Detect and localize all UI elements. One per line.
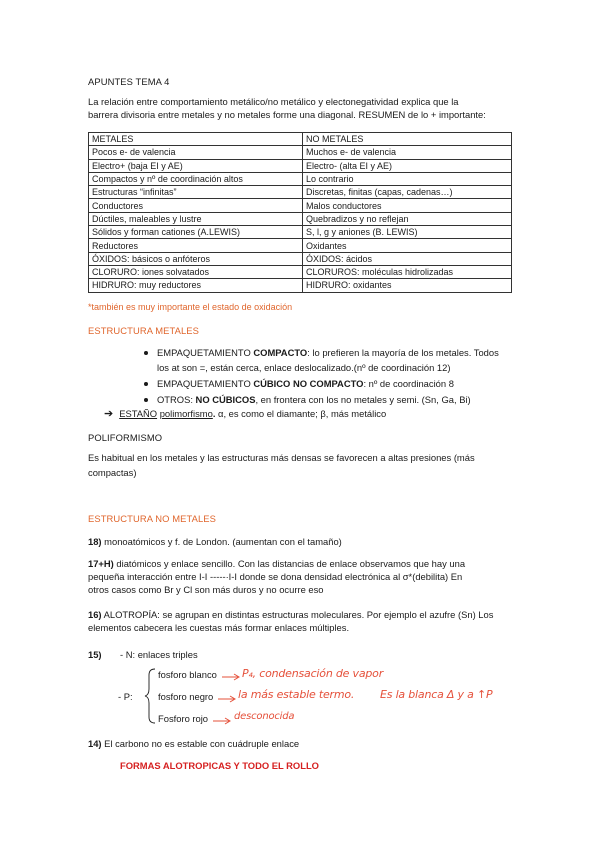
table-cell: Dúctiles, maleables y lustre <box>89 212 303 225</box>
table-cell: Pocos e- de valencia <box>89 146 303 159</box>
table-cell: S, l, g y aniones (B. LEWIS) <box>303 226 512 239</box>
bullet-dot <box>144 398 148 402</box>
fosforo-negro: fosforo negro <box>158 691 214 702</box>
handwritten-note-blanca: Es la blanca Δ y a ↑P <box>380 688 493 701</box>
table-cell: Compactos y nº de coordinación altos <box>89 172 303 185</box>
bullet-dot <box>144 382 148 386</box>
table-cell: Reductores <box>89 239 303 252</box>
table-header-cell: NO METALES <box>303 133 512 146</box>
table-row <box>89 239 512 252</box>
handwritten-note-blanco: P₄, condensación de vapor <box>242 667 384 680</box>
poliformismo-paragraph: Es habitual en los metales y las estructuras más densas se favorecen a altas presiones (más compactas) <box>88 452 475 478</box>
metals-nonmetals-table <box>88 132 512 293</box>
table-cell: HIDRURO: oxidantes <box>303 279 512 292</box>
table-row <box>89 279 512 292</box>
table-cell: Malos conductores <box>303 199 512 212</box>
hand-arrow-icon <box>213 718 233 724</box>
intro-line-1: La relación entre comportamiento metálico/no metálico y electonegatividad explica que la <box>88 96 459 107</box>
fosforo-rojo: Fosforo rojo <box>158 713 209 724</box>
handwritten-note-negro: la más estable termo. <box>238 688 355 701</box>
table-row <box>89 212 512 225</box>
bullet-cubico: EMPAQUETAMIENTO CÚBICO NO COMPACTO: nº de coordinación 8 <box>144 377 454 390</box>
table-footnote: *también es muy importante el estado de oxidación <box>88 302 293 312</box>
arrow-item-estano: ➔ ESTAÑO polimorfismo. α, es como el diamante; β, más metálico <box>104 408 387 420</box>
group-16-paragraph: 16) ALOTROPÍA: se agrupan en distintas estructuras moleculares. Por ejemplo el azufre (Sn) Los elementos cabecera les cuestas más formar enlaces múltiples. <box>88 609 494 633</box>
table-cell: Lo contrario <box>303 172 512 185</box>
final-highlight-heading: FORMAS ALOTROPICAS Y TODO EL ROLLO <box>120 760 319 771</box>
document-title: APUNTES TEMA 4 <box>88 76 170 87</box>
table-cell: Estructuras “infinitas” <box>89 186 303 199</box>
fosforo-blanco: fosforo blanco <box>158 669 217 680</box>
table-row <box>89 159 512 172</box>
table-cell: Electro+ (baja EI y AE) <box>89 159 303 172</box>
bullet-compacto: EMPAQUETAMIENTO COMPACTO: lo prefieren la mayoría de los metales. Todos los at son =, están cerca, enlace deslocalizado.(nº de coordinación 12) <box>144 346 524 374</box>
table-header-cell: METALES <box>89 133 303 146</box>
table-row <box>89 199 512 212</box>
right-arrow-icon: ➔ <box>104 408 114 420</box>
table-row <box>89 265 512 278</box>
table-cell: CLORUROS: moléculas hidrolizadas <box>303 265 512 278</box>
bullet-dot <box>144 351 148 355</box>
table-cell: HIDRURO: muy reductores <box>89 279 303 292</box>
table-cell: Quebradizos y no reflejan <box>303 212 512 225</box>
intro-line-2: barrera divisoria entre metales y no metales forme una diagonal. RESUMEN de lo + importante: <box>88 109 486 120</box>
phosphorus-label: - P: <box>118 691 133 702</box>
table-cell: Oxidantes <box>303 239 512 252</box>
section-heading-metales: ESTRUCTURA METALES <box>88 325 200 336</box>
phosphorus-brace-icon <box>147 667 157 727</box>
group-15-number: 15) <box>88 649 102 660</box>
table-cell: Discretas, finitas (capas, cadenas…) <box>303 186 512 199</box>
group-15-n-line: - N: enlaces triples <box>120 649 198 660</box>
bullet-compacto-line-2: los at son =, están cerca, enlace deslocalizado.(nº de coordinación 12) <box>157 362 451 373</box>
hand-arrow-icon <box>222 674 242 680</box>
table-row <box>89 226 512 239</box>
intro-paragraph <box>88 95 528 121</box>
group-14-line: 14) El carbono no es estable con cuádruple enlace <box>88 738 300 749</box>
section-heading-no-metales: ESTRUCTURA NO METALES <box>88 513 216 524</box>
bullet-otros: OTROS: NO CÚBICOS, en frontera con los no metales y semi. (Sn, Ga, Bi) <box>144 393 471 406</box>
table-row <box>89 146 512 159</box>
table-cell: Muchos e- de valencia <box>303 146 512 159</box>
group-17-paragraph: 17+H) diatómicos y enlace sencillo. Con las distancias de enlace observamos que hay una pequeña interacción entre I-I -----·I-I donde se dona densidad electrónica al σ*(debilita) En otros casos como Br y Cl son más duros y no ocurre eso <box>88 558 466 595</box>
group-18-line: 18) monoatómicos y f. de London. (aumentan con el tamaño) <box>88 536 342 547</box>
table-cell: Electro- (alta EI y AE) <box>303 159 512 172</box>
handwritten-note-rojo: desconocida <box>234 711 295 722</box>
table-cell: Conductores <box>89 199 303 212</box>
table-cell: ÓXIDOS: básicos o anfóteros <box>89 252 303 265</box>
hand-arrow-icon <box>218 696 238 702</box>
table-row <box>89 252 512 265</box>
section-heading-poliformismo: POLIFORMISMO <box>88 432 163 443</box>
table-cell: ÓXIDOS: ácidos <box>303 252 512 265</box>
table-header-row <box>89 133 512 146</box>
table-cell: Sólidos y forman cationes (A.LEWIS) <box>89 226 303 239</box>
table-row <box>89 186 512 199</box>
table-row <box>89 172 512 185</box>
table-cell: CLORURO: iones solvatados <box>89 265 303 278</box>
